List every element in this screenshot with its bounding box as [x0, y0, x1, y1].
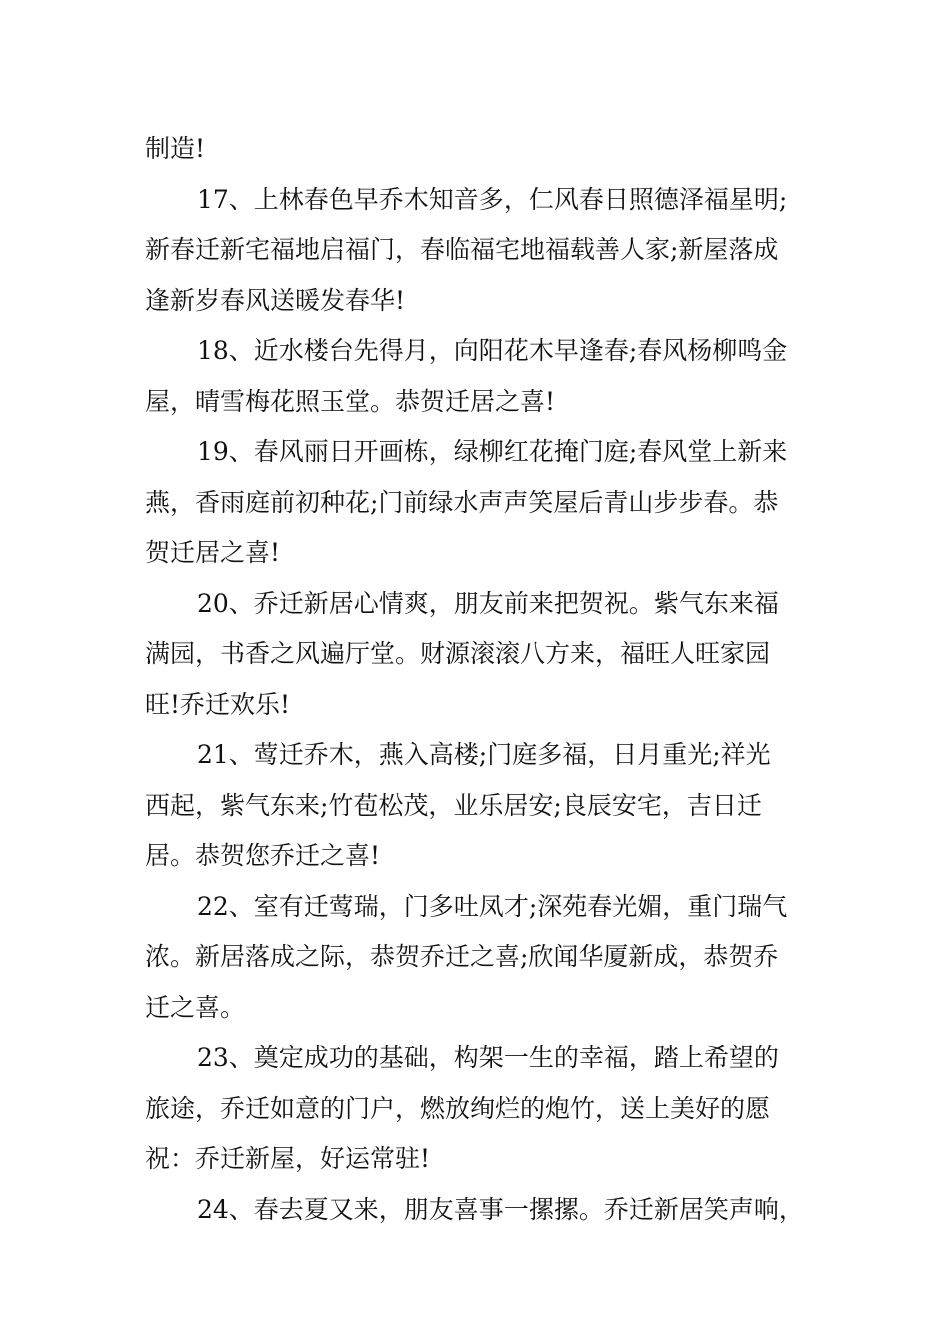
paragraph-line: 旅途，乔迁如意的门户，燃放绚烂的炮竹，送上美好的愿 [145, 1093, 771, 1123]
paragraph-line: 23、奠定成功的基础，构架一生的幸福，踏上希望的 [197, 1043, 779, 1072]
paragraph-line: 贺迁居之喜! [145, 538, 281, 567]
paragraph-line: 祝：乔迁新屋，好运常驻! [145, 1144, 431, 1173]
paragraph-line: 22、室有迁莺瑞，门多吐凤才;深苑春光媚，重门瑞气 [197, 891, 788, 921]
paragraph-line: 新春迁新宅福地启福门，春临福宅地福载善人家;新屋落成 [145, 235, 779, 264]
paragraph-line: 居。恭贺您乔迁之喜! [145, 841, 381, 870]
paragraph-17 [145, 175, 825, 327]
paragraph-line: 17、上林春色早乔木知音多，仁风春日照德泽福星明; [197, 184, 788, 214]
paragraph-line: 21、莺迁乔木，燕入高楼;门庭多福，日月重光;祥光 [197, 740, 771, 769]
paragraph-line: 24、春去夏又来，朋友喜事一摞摞。乔迁新居笑声响， [197, 1194, 804, 1224]
paragraph-line: 浓。新居落成之际，恭贺乔迁之喜;欣闻华厦新成，恭贺乔 [145, 942, 779, 971]
paragraph-24 [145, 1185, 825, 1236]
paragraph-line: 屋，晴雪梅花照玉堂。恭贺迁居之喜! [145, 386, 556, 416]
paragraph-23 [145, 1033, 825, 1185]
paragraph-line: 20、乔迁新居心情爽，朋友前来把贺祝。紫气东来福 [197, 588, 779, 618]
paragraph-22 [145, 882, 825, 1034]
paragraph-21 [145, 730, 825, 882]
paragraph-0 [145, 124, 825, 175]
paragraph-line: 制造! [145, 134, 206, 163]
document-body [145, 124, 825, 1235]
paragraph-line: 旺!乔迁欢乐! [145, 689, 291, 719]
paragraph-line: 西起，紫气东来;竹苞松茂，业乐居安;良辰安宅，吉日迁 [145, 790, 762, 820]
paragraph-line: 满园，书香之风遍厅堂。财源滚滚八方来，福旺人旺家园 [145, 639, 771, 668]
paragraph-line: 19、春风丽日开画栋，绿柳红花掩门庭;春风堂上新来 [197, 437, 788, 466]
paragraph-line: 迁之喜。 [145, 992, 246, 1022]
paragraph-20 [145, 579, 825, 731]
paragraph-19 [145, 427, 825, 579]
paragraph-line: 燕，香雨庭前初种花;门前绿水声声笑屋后青山步步春。恭 [145, 487, 779, 517]
paragraph-line: 18、近水楼台先得月，向阳花木早逢春;春风杨柳鸣金 [197, 336, 788, 365]
paragraph-line: 逢新岁春风送暖发春华! [145, 285, 406, 315]
paragraph-18 [145, 326, 825, 427]
